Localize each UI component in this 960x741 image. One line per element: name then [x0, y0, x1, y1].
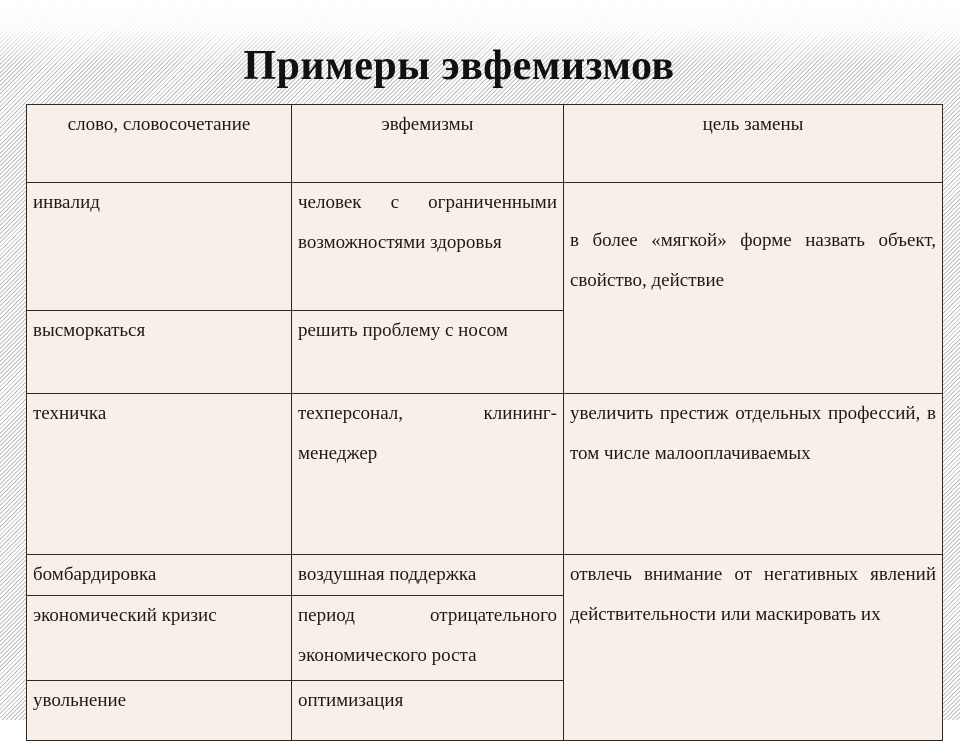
purpose-cell: отвлечь внимание от негативных явлений действительности или маскировать их	[564, 555, 943, 741]
euphemisms-table	[26, 104, 943, 741]
purpose-cell: увеличить престиж отдельных профессий, в том числе малооплачиваемых	[564, 394, 943, 555]
euphemism-cell: воздушная поддержка	[292, 555, 564, 596]
word-cell: высморкаться	[27, 311, 292, 394]
word-cell: инвалид	[27, 183, 292, 311]
euphemism-cell: оптимизация	[292, 681, 564, 741]
word-cell: техничка	[27, 394, 292, 555]
table-header-row	[27, 105, 943, 183]
euphemism-cell: период отрицательного экономического роста	[292, 596, 564, 681]
table-row	[27, 555, 943, 596]
header-word: слово, словосочетание	[27, 105, 292, 183]
table-row	[27, 183, 943, 311]
page-title: Примеры эвфемизмов	[243, 43, 675, 89]
purpose-cell: в более «мягкой» форме назвать объект, свойство, действие	[564, 183, 943, 394]
word-cell: увольнение	[27, 681, 292, 741]
table-row	[27, 394, 943, 555]
word-cell: бомбардировка	[27, 555, 292, 596]
euphemism-cell: решить проблему с носом	[292, 311, 564, 394]
header-purpose: цель замены	[564, 105, 943, 183]
euphemism-cell: человек с ограниченными возможностями здоровья	[292, 183, 564, 311]
header-euphemisms: эвфемизмы	[292, 105, 564, 183]
euphemism-cell: техперсонал, клининг-менеджер	[292, 394, 564, 555]
word-cell: экономический кризис	[27, 596, 292, 681]
